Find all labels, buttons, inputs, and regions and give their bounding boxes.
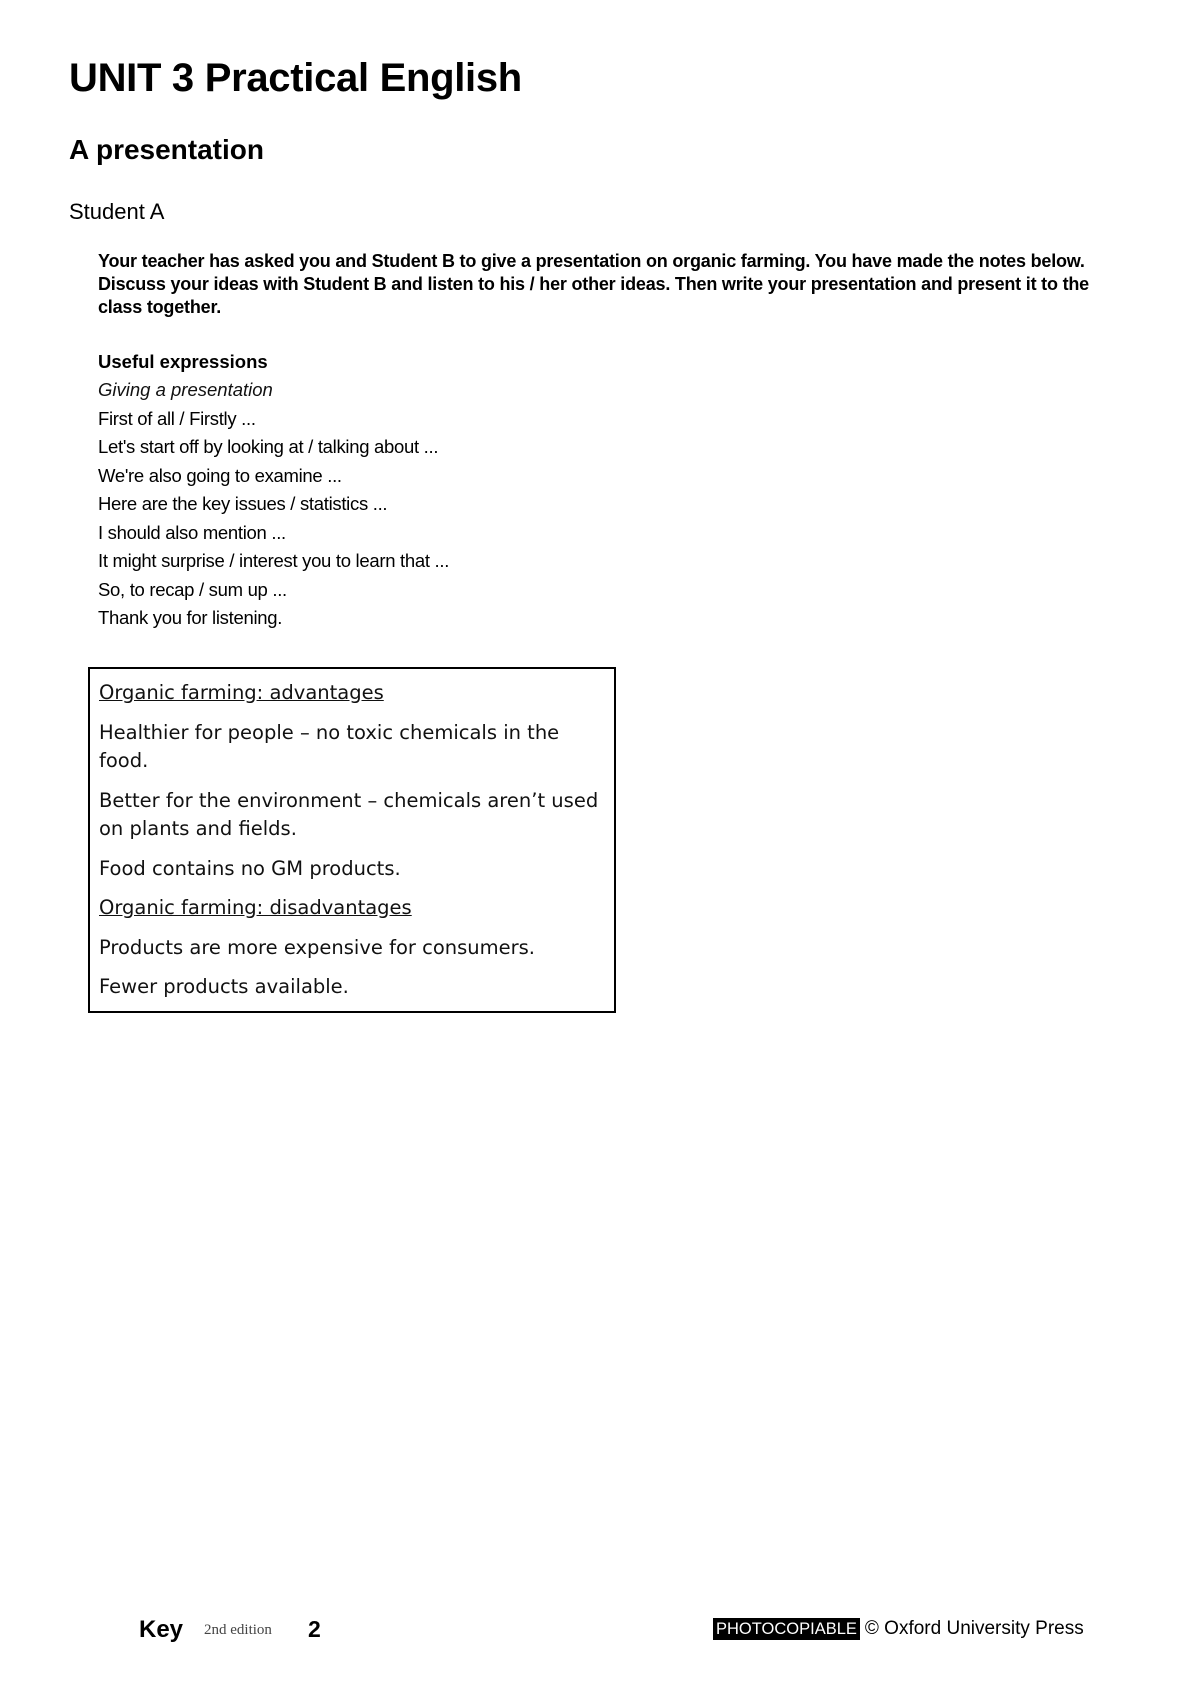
expression-item: Let's start off by looking at / talking about ... <box>98 436 439 457</box>
page-subtitle: A presentation <box>69 134 264 165</box>
unit-title: UNIT 3 Practical English <box>69 56 522 100</box>
instructions-text: Your teacher has asked you and Student B to give a presentation on organic farming. You have made the notes below. Discuss your ideas with Student B and listen to his / her other ideas. Then write your presentation and present it to the class together. <box>98 251 1089 317</box>
expression-item: Here are the key issues / statistics ... <box>98 493 388 514</box>
disadvantage-note: Products are more expensive for consumers. <box>99 935 535 959</box>
useful-expressions-heading: Useful expressions <box>98 351 268 372</box>
expression-item: I should also mention ... <box>98 521 286 543</box>
useful-expressions-subheading: Giving a presentation <box>98 379 273 400</box>
expression-item: It might surprise / interest you to learn that ... <box>98 550 450 571</box>
expression-item: Thank you for listening. <box>98 607 283 628</box>
advantages-heading: Organic farming: advantages <box>99 681 384 704</box>
page-number: 2 <box>308 1616 321 1642</box>
advantage-note: Food contains no GM products. <box>99 856 401 880</box>
photocopiable-badge: PHOTOCOPIABLE <box>713 1618 860 1640</box>
expression-item: So, to recap / sum up ... <box>98 578 287 600</box>
advantage-note: Better for the environment – chemicals aren’t used on plants and fields. <box>99 788 599 840</box>
useful-expressions-section <box>98 348 658 633</box>
copyright-text: © Oxford University Press <box>864 1618 1084 1639</box>
disadvantages-heading: Organic farming: disadvantages <box>99 896 412 919</box>
expressions-list <box>98 405 658 633</box>
footer-copyright <box>713 1618 1084 1640</box>
expression-item: First of all / Firstly ... <box>98 407 256 429</box>
footer-key-title: Key <box>139 1616 184 1643</box>
advantage-note: Healthier for people – no toxic chemicals in the food. <box>99 720 560 772</box>
student-label: Student A <box>69 199 165 224</box>
notes-box <box>88 667 616 1013</box>
expression-item: We're also going to examine ... <box>98 464 342 486</box>
disadvantage-note: Fewer products available. <box>99 975 349 998</box>
footer-edition: 2nd edition <box>204 1622 272 1638</box>
